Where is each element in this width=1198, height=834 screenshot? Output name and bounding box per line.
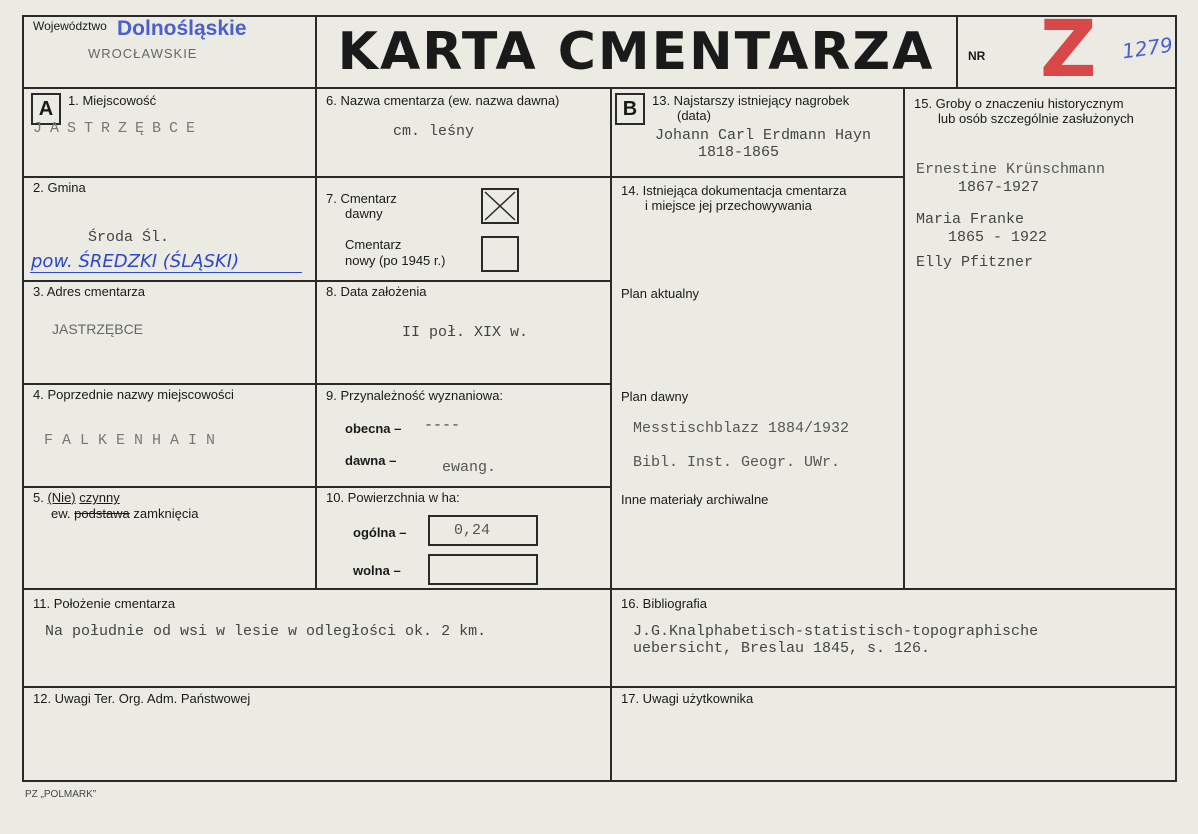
plan-dawny-value-1: Messtischblazz 1884/1932 xyxy=(633,420,850,437)
field-13-label: 13. Najstarszy istniejący nagrobek xyxy=(652,93,850,108)
grave-2-name: Elly Pfitzner xyxy=(916,254,1034,271)
field-14-label: 14. Istniejąca dokumentacja cmentarza xyxy=(621,183,847,198)
grave-1-name: Maria Franke xyxy=(916,211,1025,228)
field-10-ogolna-value: 0,24 xyxy=(454,522,491,539)
frame-bottom xyxy=(22,780,1177,782)
field-4-label: 4. Poprzednie nazwy miejscowości xyxy=(33,387,234,402)
voivodeship-typed: WROCŁAWSKIE xyxy=(88,46,198,61)
field-7-label: 7. Cmentarz xyxy=(326,191,397,206)
divider-col1 xyxy=(315,15,317,590)
field-13-value-name: Johann Carl Erdmann Hayn xyxy=(655,127,872,144)
field-14-label-2: i miejsce jej przechowywania xyxy=(645,198,812,213)
plan-dawny-label: Plan dawny xyxy=(621,389,689,404)
field-10-label: 10. Powierzchnia w ha: xyxy=(326,490,460,505)
nr-label: NR xyxy=(968,49,986,63)
field-2-value: Środa Śl. xyxy=(88,229,170,246)
ogolna-field[interactable] xyxy=(428,515,538,546)
plan-dawny-value-2: Bibl. Inst. Geogr. UWr. xyxy=(633,454,841,471)
field-5-zamkniecia: zamknięcia xyxy=(133,506,199,521)
field-9-dawna-label: dawna – xyxy=(345,453,397,468)
divider-header xyxy=(22,87,1177,89)
frame-left xyxy=(22,15,24,782)
frame-right xyxy=(1175,15,1177,782)
nr-handwritten: 1279 xyxy=(1120,32,1175,64)
nr-stamp: Z xyxy=(1040,5,1097,95)
field-11-label: 11. Położenie cmentarza xyxy=(33,596,176,611)
divider-nr xyxy=(956,15,958,88)
field-2-label: 2. Gmina xyxy=(33,180,86,195)
field-16-value-1: J.G.Knalphabetisch-statistisch-topographische xyxy=(633,623,1039,640)
field-5-label xyxy=(33,490,120,505)
divider-mid xyxy=(610,87,612,780)
field-15-label: 15. Groby o znaczeniu historycznym xyxy=(914,96,1124,111)
dawny-checkbox[interactable] xyxy=(481,188,519,224)
section-b-badge: B xyxy=(615,93,645,125)
field-6-label: 6. Nazwa cmentarza (ew. nazwa dawna) xyxy=(326,93,560,108)
field-5-prefix: 5. xyxy=(33,490,44,505)
divider-row1 xyxy=(22,176,612,178)
divider-row2 xyxy=(22,280,612,282)
field-10-wolna-label: wolna – xyxy=(353,563,401,578)
field-16-label: 16. Bibliografia xyxy=(621,596,707,611)
field-5-czynny: czynny xyxy=(79,490,120,505)
voivodeship-stamp: Dolnośląskie xyxy=(117,17,247,40)
field-1-label: 1. Miejscowość xyxy=(68,93,157,108)
field-2-handwritten-underline xyxy=(30,272,302,273)
field-1-value: JASTRZĘBCE xyxy=(33,120,204,137)
field-13-label-2: (data) xyxy=(677,108,711,123)
grave-1-dates: 1865 - 1922 xyxy=(948,229,1048,246)
divider-row3 xyxy=(22,383,612,385)
check-x-icon xyxy=(483,190,517,222)
field-7-nowy-label: nowy (po 1945 r.) xyxy=(345,253,446,268)
nowy-checkbox[interactable] xyxy=(481,236,519,272)
field-5-ew: ew. xyxy=(51,506,71,521)
field-9-dawna-value: ewang. xyxy=(442,459,497,476)
field-5-label-line2 xyxy=(51,506,198,521)
divider-row6 xyxy=(22,686,1177,688)
field-5-nie: (Nie) xyxy=(47,490,76,505)
divider-row5 xyxy=(22,588,1177,590)
field-9-obecna-value: ---- xyxy=(424,417,461,434)
field-5-podstawa: podstawa xyxy=(74,506,130,521)
divider-row4 xyxy=(22,486,612,488)
field-12-label: 12. Uwagi Ter. Org. Adm. Państwowej xyxy=(33,691,251,706)
wolna-field[interactable] xyxy=(428,554,538,585)
field-15-label-2: lub osób szczególnie zasłużonych xyxy=(938,111,1134,126)
field-3-value: JASTRZĘBCE xyxy=(52,321,144,337)
field-8-label: 8. Data założenia xyxy=(326,284,427,299)
section-a-badge: A xyxy=(31,93,61,125)
field-16-value-2: uebersicht, Breslau 1845, s. 126. xyxy=(633,640,931,657)
grave-0-name: Ernestine Krünschmann xyxy=(916,161,1106,178)
plan-aktualny-label: Plan aktualny xyxy=(621,286,700,301)
field-3-label: 3. Adres cmentarza xyxy=(33,284,145,299)
field-9-label: 9. Przynależność wyznaniowa: xyxy=(326,388,504,403)
field-13-value-dates: 1818-1865 xyxy=(698,144,780,161)
field-7-cmentarz2-label: Cmentarz xyxy=(345,237,402,252)
inne-materialy-label: Inne materiały archiwalne xyxy=(621,492,769,507)
field-8-value: II poł. XIX w. xyxy=(402,324,529,341)
field-4-value: FALKENHAIN xyxy=(44,432,225,449)
field-2-handwritten: pow. ŚREDZKI (ŚLĄSKI) xyxy=(31,251,240,272)
field-10-ogolna-label: ogólna – xyxy=(353,525,407,540)
field-6-value: cm. leśny xyxy=(393,123,475,140)
card-title: KARTA CMENTARZA xyxy=(337,22,935,82)
field-17-label: 17. Uwagi użytkownika xyxy=(621,691,754,706)
field-11-value: Na południe od wsi w lesie w odległości ok. 2 km. xyxy=(45,623,487,640)
voivodeship-label: Województwo xyxy=(33,19,107,33)
field-7-dawny-label: dawny xyxy=(345,206,383,221)
printer-mark: PZ „POLMARK” xyxy=(25,789,97,800)
grave-0-dates: 1867-1927 xyxy=(958,179,1040,196)
divider-col4 xyxy=(903,87,905,590)
field-9-obecna-label: obecna – xyxy=(345,421,402,436)
divider-row-b1 xyxy=(610,176,905,178)
